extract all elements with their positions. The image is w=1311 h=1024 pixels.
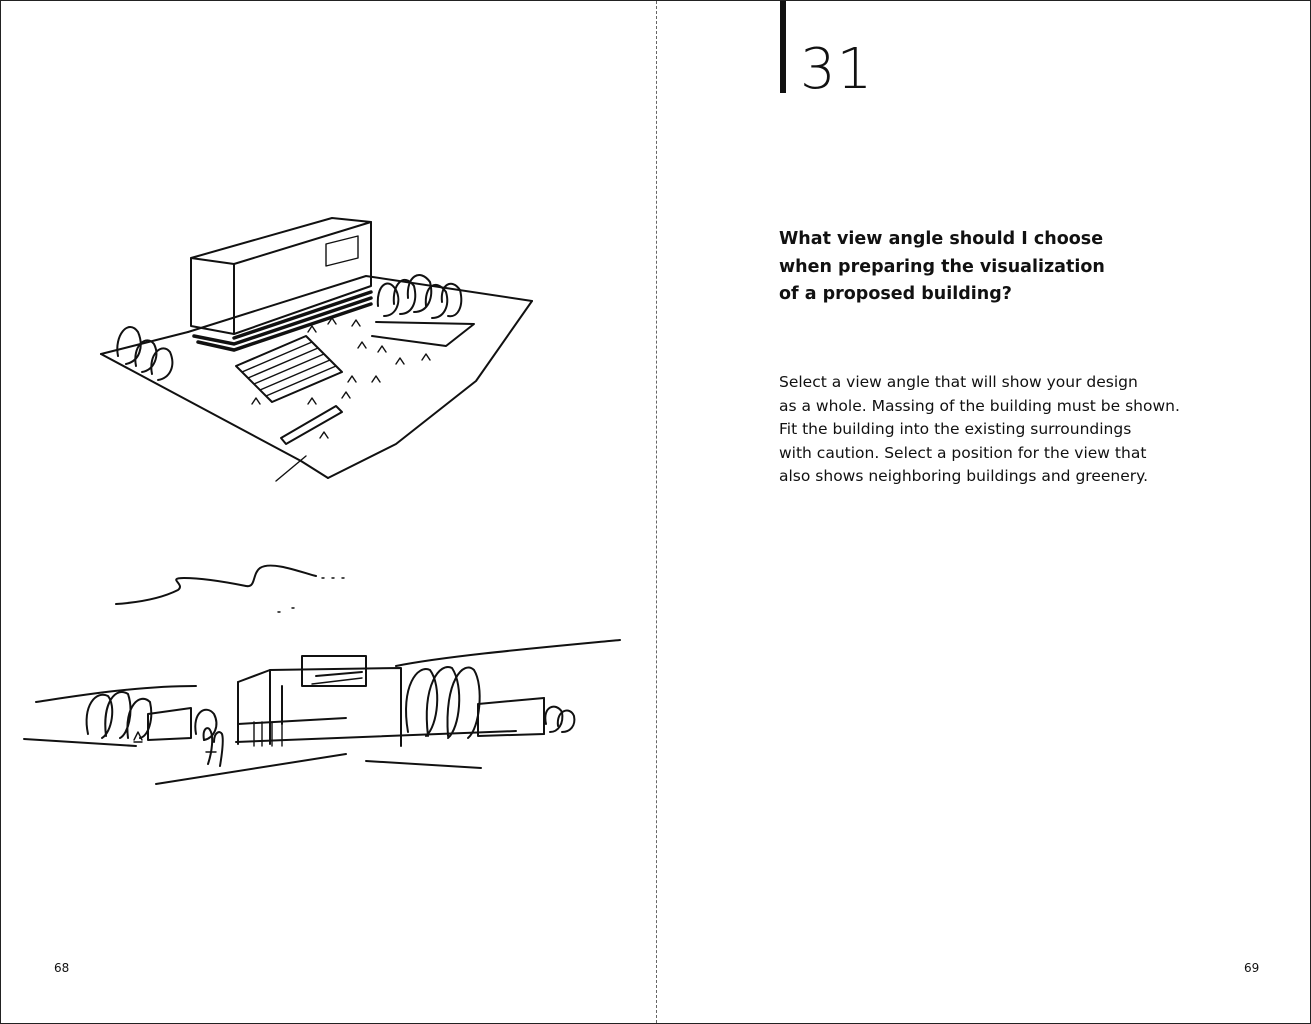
question-line: of a proposed building?	[779, 284, 1012, 304]
right-page	[657, 1, 1310, 1023]
answer-line: as a whole. Massing of the building must be shown.	[779, 396, 1180, 415]
chapter-marker-bar	[780, 1, 786, 93]
chapter-question-heading	[779, 226, 1199, 309]
page-number-left: 68	[54, 961, 70, 975]
answer-line: Fit the building into the existing surroundings	[779, 420, 1132, 438]
aerial-view-sketch	[96, 206, 541, 491]
answer-line: also shows neighboring buildings and greenery.	[779, 467, 1149, 485]
answer-paragraph	[779, 371, 1259, 489]
question-line: when preparing the visualization	[779, 256, 1105, 277]
left-page	[1, 1, 656, 1023]
answer-line: Select a view angle that will show your design	[779, 373, 1138, 391]
eye-level-view-sketch	[16, 556, 626, 791]
chapter-number: 31	[800, 37, 874, 102]
question-line: What view angle should I choose	[779, 229, 1104, 249]
answer-line: with caution. Select a position for the view that	[779, 443, 1147, 462]
page-number-right: 69	[1244, 961, 1260, 975]
